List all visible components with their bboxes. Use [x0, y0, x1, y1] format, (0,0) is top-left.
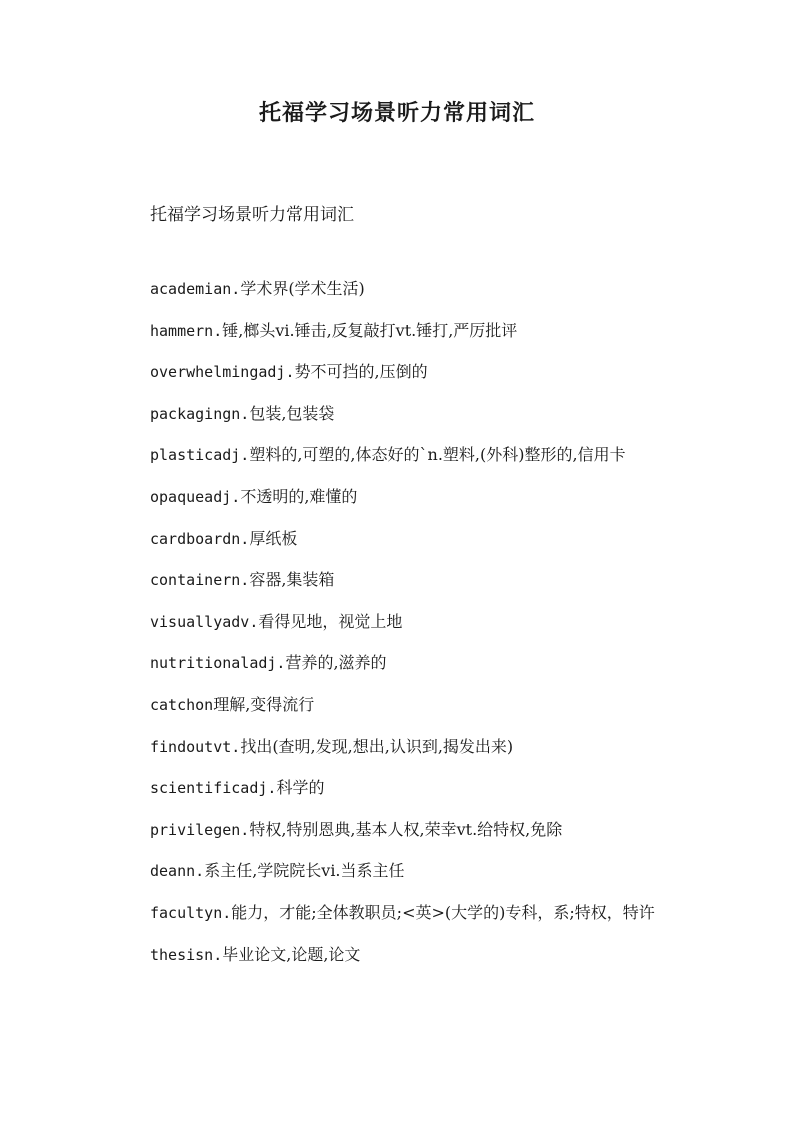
- entry-word: overwhelmingadj.: [150, 363, 295, 382]
- vocabulary-entry: [120, 443, 680, 467]
- vocabulary-entry: [120, 859, 680, 883]
- entry-definition: 特权,特别恩典,基本人权,荣幸vt.给特权,免除: [249, 819, 563, 839]
- entry-definition: 厚纸板: [249, 528, 298, 548]
- entry-word: packagingn.: [150, 404, 250, 423]
- entry-word: thesisn.: [150, 945, 223, 964]
- entry-word: scientificadj.: [150, 779, 277, 798]
- entry-word: deann.: [150, 862, 205, 881]
- vocabulary-entry: [120, 568, 680, 592]
- entry-definition: 科学的: [276, 778, 325, 798]
- entry-word: hammern.: [150, 321, 223, 340]
- entry-definition: 理解,变得流行: [213, 694, 315, 714]
- vocabulary-list: [120, 277, 680, 984]
- entry-definition: 塑料的,可塑的,体态好的`n.塑料,(外科)整形的,信用卡: [249, 445, 626, 465]
- entry-definition: 势不可挡的,压倒的: [294, 362, 428, 382]
- entry-definition: 找出(查明,发现,想出,认识到,揭发出来): [240, 736, 514, 756]
- entry-definition: 不透明的,难懂的: [240, 486, 358, 506]
- vocabulary-entry: [120, 527, 680, 551]
- entry-word: opaqueadj.: [150, 487, 241, 506]
- entry-definition: 毕业论文,论题,论文: [222, 944, 361, 964]
- entry-definition: 锤,榔头vi.锤击,反复敲打vt.锤打,严厉批评: [222, 320, 518, 340]
- entry-definition: 学术界(学术生活): [240, 279, 365, 298]
- entry-word: containern.: [150, 571, 250, 590]
- entry-definition: 能力，才能;全体教职员;<英>(大学的)专科，系;特权，特许: [231, 902, 655, 922]
- vocabulary-entry: [120, 943, 680, 967]
- document-subtitle: 托福学习场景听力常用词汇: [150, 205, 354, 225]
- vocabulary-entry: [120, 651, 680, 675]
- entry-word: privilegen.: [150, 820, 250, 839]
- entry-word: nutritionaladj.: [150, 654, 286, 673]
- entry-word: findoutvt.: [150, 737, 241, 756]
- vocabulary-entry: [120, 360, 680, 384]
- vocabulary-entry: [120, 319, 680, 343]
- vocabulary-entry: [120, 277, 680, 301]
- entry-definition: 看得见地，视觉上地: [258, 611, 403, 631]
- vocabulary-entry: [120, 610, 680, 634]
- vocabulary-entry: [120, 901, 680, 925]
- entry-word: catchon: [150, 695, 214, 714]
- entry-definition: 包装,包装袋: [249, 403, 335, 423]
- vocabulary-entry: [120, 693, 680, 717]
- entry-word: plasticadj.: [150, 446, 250, 465]
- vocabulary-entry: [120, 402, 680, 426]
- document-title: 托福学习场景听力常用词汇: [258, 100, 535, 126]
- entry-word: facultyn.: [150, 903, 232, 922]
- vocabulary-entry: [120, 485, 680, 509]
- entry-definition: 营养的,滋养的: [285, 653, 387, 673]
- entry-word: visuallyadv.: [150, 612, 259, 631]
- entry-word: cardboardn.: [150, 529, 250, 548]
- vocabulary-entry: [120, 818, 680, 842]
- entry-word: academian.: [150, 280, 241, 298]
- entry-definition: 容器,集装箱: [249, 570, 335, 590]
- vocabulary-entry: [120, 776, 680, 800]
- entry-definition: 系主任,学院院长vi.当系主任: [204, 861, 405, 881]
- vocabulary-entry: [120, 735, 680, 759]
